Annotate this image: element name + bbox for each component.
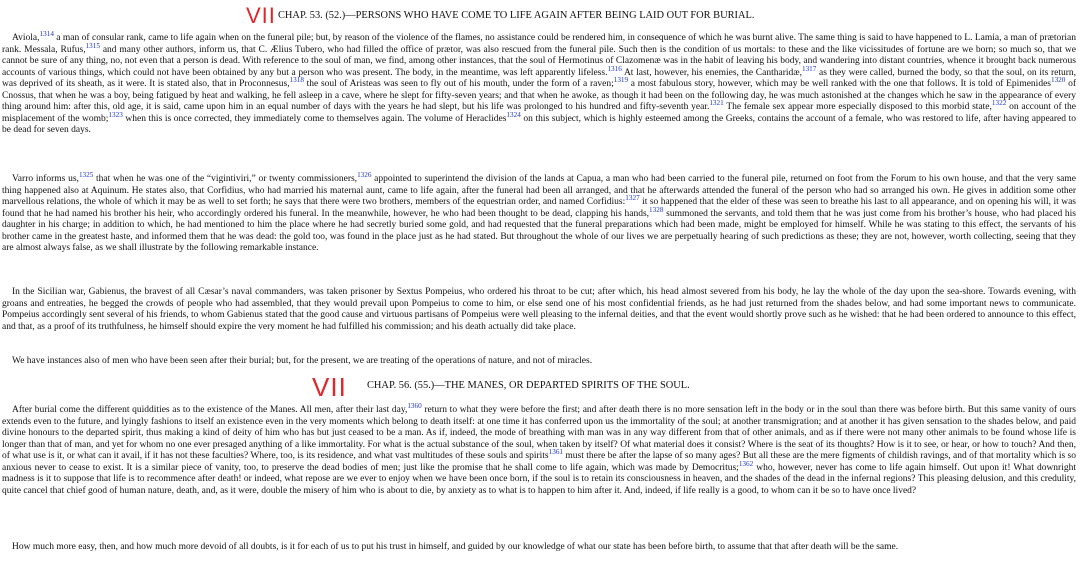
- chapter-53-heading: CHAP. 53. (52.)—PERSONS WHO HAVE COME TO LIFE AGAIN AFTER BEING LAID OUT FOR BURIAL.: [278, 10, 755, 21]
- footnote-link-1326[interactable]: 1326: [357, 170, 372, 179]
- paragraph-aviola: Aviola,$^{1314}$ a man of consular rank, came to life again when on the funeral pile; but, by reason of the violence of the flames, no assistance could be rendered him, in consequence of which he was burnt alive. The same thing is said to have happened to L. Lamia, a man of prætorian rank. Messala, Rufus,$^{1315}$ and many other authors, inform us, that C. Ælius Tubero, who had filled the office of prætor, was also rescued from the funeral pile. Such then is the condition of us mortals: to these and the like vicissitudes of fortune are we born; so much so, that we cannot be sure of any thing, no, not even that a person is dead. With reference to the soul of man, we find, among other instances, that the soul of Hermotinus of Clazomenæ was in the habit of leaving his body, and wandering into distant countries, whence it brought back numerous accounts of various things, which could not have been obtained by any but a person who was present. The body, in the meantime, was left apparently lifeless.$^{1316}$ At last, however, his enemies, the Cantharidæ,$^{1317}$ as they were called, burned the body, so that the soul, on its return, was deprived of its sheath, as it were. It is stated also, that in Proconnesus,$^{1318}$ the soul of Aristeas was seen to fly out of his mouth, under the form of a raven;$^{1319}$ a most fabulous story, however, which may be well ranked with the one that follows. It is told of Epimenides$^{1320}$ of Cnossus, that when he was a boy, being fatigued by heat and walking, he fell asleep in a cave, where he slept for fifty-seven years; and that when he awoke, as though it had been on the following day, he was much astonished at the changes which he saw in the appearance of every thing around him: after this, old age, it is said, came upon him in an equal number of days with the years he had slept, but his life was prolonged to his hundred and fifty-seventh year.$^{1321}$ The female sex appear more especially disposed to this morbid state,$^{1322}$ on account of the misplacement of the womb;$^{1323}$ when this is once corrected, they immediately come to themselves again. The volume of Heraclides$^{1324}$ on this subject, which is highly esteemed among the Greeks, contains the account of a female, who was restored to life, after having appeared to be dead for seven days.: [2, 29, 1076, 136]
- handwritten-annotation-vii-second: VII: [312, 372, 347, 402]
- footnote-link-1314[interactable]: 1314: [39, 29, 54, 38]
- footnote-link-1328[interactable]: 1328: [649, 205, 664, 214]
- footnote-link-1361[interactable]: 1361: [548, 448, 563, 457]
- footnote-link-1321[interactable]: 1321: [709, 99, 724, 108]
- paragraph-instances: We have instances also of men who have been seen after their burial; but, for the present, we are treating of the operations of nature, and not of miracles.: [12, 356, 593, 366]
- footnote-link-1327[interactable]: 1327: [625, 193, 640, 202]
- chapter-56-heading: CHAP. 56. (55.)—THE MANES, OR DEPARTED SPIRITS OF THE SOUL.: [367, 380, 690, 391]
- footnote-link-1316[interactable]: 1316: [607, 64, 622, 73]
- footnote-link-1323[interactable]: 1323: [108, 110, 123, 119]
- footnote-link-1360[interactable]: 1360: [407, 401, 422, 410]
- paragraph-manes: After burial come the different quiddities as to the existence of the Manes. All men, after their last day,$^{1360}$ return to what they were before the first; and after death there is no more sensation left in the body or in the soul than there was before birth. But this same vanity of ours extends even to the future, and lyingly fashions to itself an existence even in the very moments which belong to death itself: at one time it has conferred upon us the immortality of the soul; at another transmigration; and at another it has given sensation to the shades below, and paid divine honours to the departed spirit, thus making a kind of deity of him who has but just ceased to be a man. As if, indeed, the mode of breathing with man was in any way different from that of other animals, and as if there were not many other animals to be found whose life is longer than that of man, and yet for whom no one ever presaged anything of a like immortality. For what is the actual substance of the soul, when taken by itself? Of what material does it consist? Where is the seat of its thoughts? How is it to see, or hear, or how to touch? And then, of what use is it, or what can it avail, if it has not these faculties? Where, too, is its residence, and what vast multitudes of these souls and spirits$^{1361}$ must there be after the lapse of so many ages? But all these are the mere figments of childish ravings, and of that mortality which is so anxious never to cease to exist. It is a similar piece of vanity, too, to preserve the dead bodies of men; just like the promise that he shall come to life again, which was made by Democritus;$^{1362}$ who, however, never has come to life again himself. Out upon it! What downright madness is it to suppose that life is to recommence after death! or indeed, what repose are we ever to enjoy when we have been once born, if the soul is to retain its consciousness in heaven, and the shades of the dead in the infernal regions? This pleasing delusion, and this credulity, quite cancel that chief good of human nature, death, and, as it were, double the misery of him who is about to die, by anxiety as to what is to happen to him after it. And, indeed, if life really is a good, to whom can it be so to have once lived?: [2, 401, 1076, 496]
- paragraph-conclusion: How much more easy, then, and how much more devoid of all doubts, is it for each of us to put his trust in himself, and guided by our knowledge of what our state has been before birth, to assume that that after death will be the same.: [12, 542, 899, 552]
- footnote-link-1324[interactable]: 1324: [506, 110, 521, 119]
- footnote-link-1325[interactable]: 1325: [78, 170, 94, 179]
- footnote-link-1362[interactable]: 1362: [738, 459, 754, 468]
- footnote-link-1322[interactable]: 1322: [991, 99, 1007, 108]
- footnote-link-1318[interactable]: 1318: [289, 76, 304, 85]
- footnote-link-1319[interactable]: 1319: [613, 76, 629, 85]
- handwritten-annotation-vii: VII: [246, 3, 276, 28]
- footnote-link-1320[interactable]: 1320: [1050, 76, 1066, 85]
- paragraph-varro: Varro informs us,$^{1325}$ that when he was one of the “vigintiviri,” or twenty commissioners,$^{1326}$ appointed to superintend the division of the lands at Capua, a man who had been carried to the funeral pile, returned on foot from the Forum to his own house, and that the very same thing happened also at Aquinum. He states also, that Corfidius, who had married his maternal aunt, came to life again, after the funeral had been all arranged, and that he afterwards attended the funeral of the person who had so arranged his own. He gives in addition some other marvellous relations, the whole of which it may be as well to set forth; he says that there were two brothers, members of the equestrian order, and named Corfidius:$^{1327}$ it so happened that the elder of these was seen to breathe his last to all appearance, and on opening his will, it was found that he had named his brother his heir, who accordingly ordered his funeral. In the meanwhile, however, he who had been thought to be dead, clapping his hands,$^{1328}$ summoned the servants, and told them that he was just come from his brother’s house, who had placed his daughter in his charge; in addition to which, he had mentioned to him the place where he had secretly buried some gold, and had requested that the funeral preparations which had been made, might be employed for himself. While he was stating to this effect, the servants of his brother came in the greatest haste, and informed them that he was dead: the gold too, was found in the place just as he had stated. But throughout the whole of our lives we are perpetually hearing of such predictions as these; they are not, however, worth collecting, seeing that they are almost always false, as we shall illustrate by the following remarkable instance.: [2, 170, 1077, 254]
- footnote-link-1317[interactable]: 1317: [801, 64, 817, 73]
- paragraph-gabienus: In the Sicilian war, Gabienus, the bravest of all Cæsar’s naval commanders, was taken prisoner by Sextus Pompeius, who ordered his throat to be cut; after which, his head almost severed from his body, he lay the whole of the day upon the sea-shore. Towards evening, with groans and entreaties, he begged the crowds of people who had assembled, that they would prevail upon Pompeius to come to him, or else send one of his most confidential friends, as he had just returned from the shades below, and had some important news to communicate. Pompeius accordingly sent several of his friends, to whom Gabienus stated that the good cause and virtuous partisans of Pompeius were well pleasing to the infernal deities, and that the event would shortly prove such as he wished: that he had been ordered to announce to this effect, and that, as a proof of its truthfulness, he himself should expire the very moment he had fulfilled his commission; and his death actually did take place.: [2, 287, 1076, 332]
- footnote-link-1315[interactable]: 1315: [85, 41, 100, 50]
